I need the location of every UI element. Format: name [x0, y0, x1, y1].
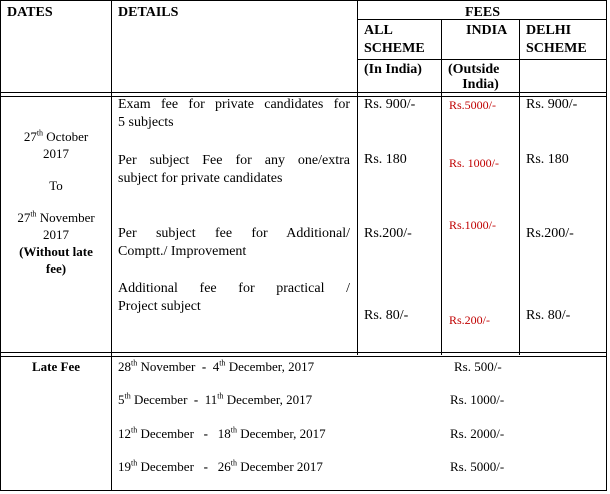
row2-all-fee: Rs. 180 — [364, 152, 407, 167]
late-fee-4: Rs. 5000/- — [450, 459, 505, 474]
late-fee-3: Rs. 2000/- — [450, 426, 505, 441]
header-dates: DATES — [7, 5, 53, 20]
subheader-rule — [358, 59, 607, 60]
period-start: 27th October — [23, 128, 89, 144]
dates-details-divider — [111, 0, 112, 491]
header-fees: FEES — [464, 5, 500, 20]
row4-all-fee: Rs. 80/- — [364, 308, 409, 323]
period-end: 27th November — [17, 209, 95, 225]
late-fee-range-2: 5th December - 11th December, 2017 — [118, 391, 313, 407]
header-all-scheme-1: ALL — [364, 23, 393, 38]
right-border — [606, 0, 607, 491]
row4-detail-2: Project subject — [118, 299, 201, 314]
late-fee-range-3: 12th December - 18th December, 2017 — [118, 425, 326, 441]
india-delhi-divider — [519, 19, 520, 355]
header-all-scheme-3: (In India) — [364, 62, 422, 77]
period-note-2: fee) — [45, 261, 67, 276]
period-to: To — [49, 178, 63, 193]
row3-detail-1: Per subject fee for Additional/ — [118, 226, 350, 241]
row1-delhi-fee: Rs. 900/- — [526, 97, 578, 112]
row3-all-fee: Rs.200/- — [364, 226, 412, 241]
row2-detail-2: subject for private candidates — [118, 171, 283, 186]
late-fee-rule — [0, 352, 607, 357]
late-fee-range-1: 28th November - 4th December, 2017 — [118, 358, 315, 374]
period-end-year: 2017 — [43, 227, 69, 242]
row1-detail-1: Exam fee for private candidates for — [118, 97, 350, 112]
row4-detail-1: Additional fee for practical / — [118, 281, 350, 296]
late-fee-range-4: 19th December - 26th December 2017 — [118, 458, 323, 474]
row3-delhi-fee: Rs.200/- — [526, 226, 574, 241]
all-india-divider — [441, 19, 442, 355]
row2-outside-fee: Rs. 1000/- — [449, 156, 500, 170]
row3-detail-2: Comptt./ Improvement — [118, 244, 247, 259]
details-fees-divider — [357, 0, 358, 355]
row2-delhi-fee: Rs. 180 — [526, 152, 569, 167]
period-start-year: 2017 — [43, 146, 69, 161]
header-delhi-1: DELHI — [526, 23, 572, 38]
row3-outside-fee: Rs.1000/- — [449, 218, 497, 232]
table-bottom-border — [0, 490, 607, 491]
header-all-scheme-2: SCHEME — [364, 41, 425, 56]
header-delhi-2: SCHEME — [526, 41, 587, 56]
table-top-border — [0, 0, 607, 1]
row1-outside-fee: Rs.5000/- — [449, 98, 497, 112]
late-fee-label: Late Fee — [31, 359, 80, 374]
late-fee-2: Rs. 1000/- — [450, 392, 505, 407]
header-details: DETAILS — [118, 5, 179, 20]
row1-all-fee: Rs. 900/- — [364, 97, 416, 112]
row1-detail-2: 5 subjects — [118, 115, 174, 130]
header-india: INDIA — [466, 23, 508, 38]
late-fee-1: Rs. 500/- — [454, 359, 502, 374]
row2-detail-1: Per subject Fee for any one/extra — [118, 153, 350, 168]
row4-outside-fee: Rs.200/- — [449, 313, 491, 327]
period-note-1: (Without late — [19, 244, 93, 259]
header-outside-1: (Outside — [448, 62, 500, 77]
row4-delhi-fee: Rs. 80/- — [526, 308, 571, 323]
header-outside-2: India) — [462, 77, 499, 92]
